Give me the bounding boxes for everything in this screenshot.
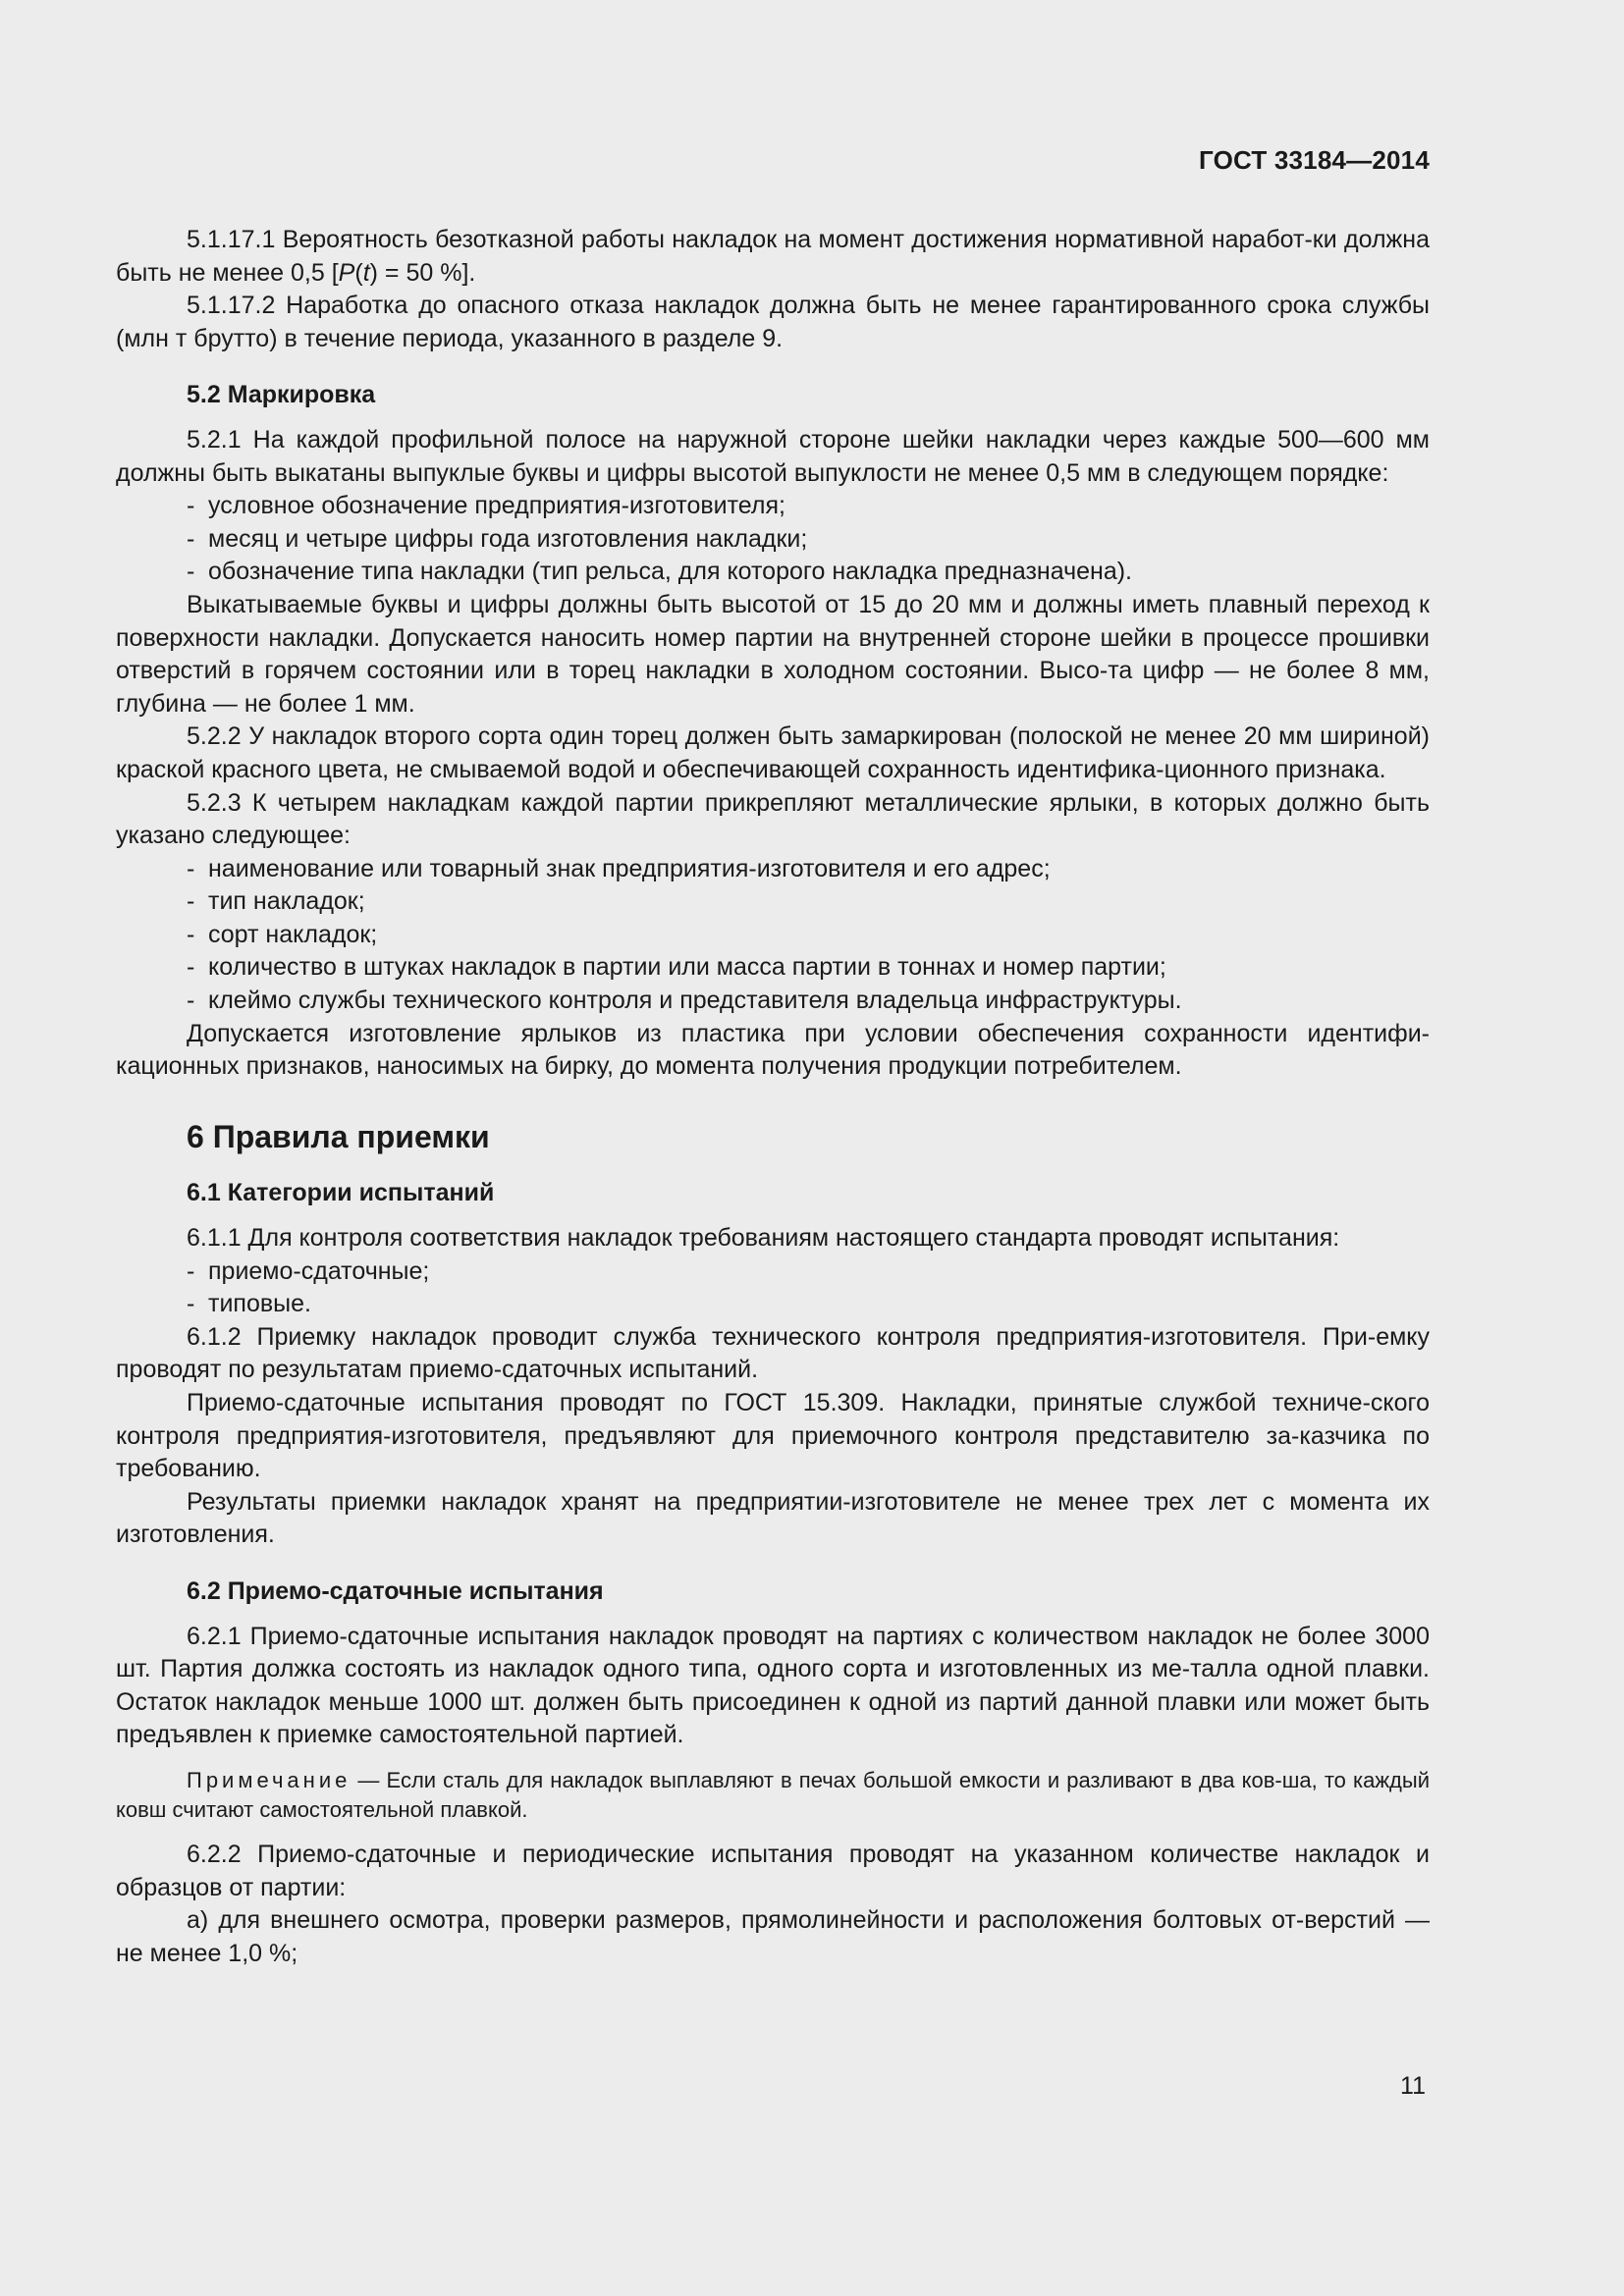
list-item: - условное обозначение предприятия-изготовителя; [187, 492, 785, 520]
formula-symbol-t: t [362, 258, 370, 287]
list-item: - типовые. [187, 1290, 311, 1318]
list-item: - наименование или товарный знак предприятия-изготовителя и его адрес; [187, 854, 1051, 882]
paragraph-5-1-17-1-text: 5.1.17.1 Вероятность безотказной работы накладок на момент достижения нормативной наработ-ки должна быть не менее 0,5 [ [116, 226, 1430, 287]
list-item-text: обозначение типа накладки (тип рельса, для которого накладка предназначена). [208, 558, 1133, 586]
section-heading-6-2: 6.2 Приемо-сдаточные испытания [187, 1576, 604, 1605]
list-item: - месяц и четыре цифры года изготовления накладки; [187, 524, 808, 553]
list-item: - сорт накладок; [187, 920, 378, 948]
paragraph-6-2-2-a: а) для внешнего осмотра, проверки размеров, прямолинейности и расположения болтовых от-верстий — не менее 1,0 %; [116, 1906, 1430, 1967]
formula-paren: ( [354, 258, 363, 287]
section-heading-5-2: 5.2 Маркировка [187, 381, 376, 409]
document-code-header: ГОСТ 33184—2014 [1199, 145, 1430, 175]
list-item: - количество в штуках накладок в партии или масса партии в тоннах и номер партии; [187, 953, 1166, 982]
formula-end: ) = 50 %]. [369, 258, 476, 287]
list-item-text: условное обозначение предприятия-изготовителя; [208, 492, 785, 520]
paragraph-5-2-1-b: Выкатываемые буквы и цифры должны быть высотой от 15 до 20 мм и должны иметь плавный переход к поверхности накладки. Допускается наносить номер партии на внутренней стороне шейки в процессе прошивки отверстий в горячем состоянии или в торец накладки в холодном состоянии. Высо-та цифр — не более 8 мм, глубина — не более 1 мм. [116, 590, 1430, 718]
paragraph-5-2-3: 5.2.3 К четырем накладкам каждой партии прикрепляют металлические ярлыки, в которых должно быть указано следующее: [116, 788, 1430, 850]
paragraph-6-2-1: 6.2.1 Приемо-сдаточные испытания накладок проводят на партиях с количеством накладок не более 3000 шт. Партия должка состоять из накладок одного типа, одного сорта и изготовленных из ме-талла одной плавки. Остаток накладок меньше 1000 шт. должен быть присоединен к одной из партий данной плавки или может быть предъявлен к приемке самостоятельной партией. [116, 1622, 1430, 1749]
paragraph-6-1-2-c: Результаты приемки накладок хранят на предприятии-изготовителе не менее трех лет с момента их изготовления. [116, 1487, 1430, 1549]
list-item-text: тип накладок; [208, 887, 365, 916]
paragraph-5-2-1: 5.2.1 На каждой профильной полосе на наружной стороне шейки накладки через каждые 500—600 мм должны быть выкатаны выпуклые буквы и цифры высотой выпуклости не менее 0,5 мм в следующем порядке: [116, 425, 1430, 487]
paragraph-6-2-2: 6.2.2 Приемо-сдаточные и периодические испытания проводят на указанном количестве накладок и образцов от партии: [116, 1840, 1430, 1901]
list-item-text: количество в штуках накладок в партии или масса партии в тоннах и номер партии; [208, 953, 1166, 982]
paragraph-6-1-2: 6.1.2 Приемку накладок проводит служба технического контроля предприятия-изготовителя. При-емку проводят по результатам приемо-сдаточных испытаний. [116, 1322, 1430, 1384]
paragraph-6-1-1: 6.1.1 Для контроля соответствия накладок требованиям настоящего стандарта проводят испытания: [187, 1224, 1340, 1253]
note-text: Если сталь для накладок выплавляют в печах большой емкости и разливают в два ков-ша, то каждый ковш считают самостоятельной плавкой. [116, 1767, 1430, 1822]
page-number: 11 [1400, 2072, 1426, 2100]
list-item-text: клеймо службы технического контроля и представителя владельца инфраструктуры. [208, 987, 1182, 1015]
section-heading-6-1: 6.1 Категории испытаний [187, 1179, 495, 1207]
list-item: - обозначение типа накладки (тип рельса, для которого накладка предназначена). [187, 558, 1133, 586]
chapter-heading-6: 6 Правила приемки [187, 1118, 490, 1154]
paragraph-5-2-2: 5.2.2 У накладок второго сорта один торец должен быть замаркирован (полоской не менее 20 мм шириной) краской красного цвета, не смываемой водой и обеспечивающей сохранность идентифика-ционного признака. [116, 722, 1430, 783]
list-item-text: типовые. [208, 1290, 311, 1318]
note-dash: — [351, 1767, 387, 1792]
paragraph-5-1-17-1 [116, 224, 1430, 290]
paragraph-5-1-17-2: 5.1.17.2 Наработка до опасного отказа накладок должна быть не менее гарантированного срока службы (млн т брутто) в течение периода, указанного в разделе 9. [116, 292, 1430, 352]
list-item: - тип накладок; [187, 887, 365, 916]
list-item: - клеймо службы технического контроля и представителя владельца инфраструктуры. [187, 987, 1182, 1015]
note [116, 1766, 1430, 1825]
list-item-text: месяц и четыре цифры года изготовления накладки; [208, 524, 808, 553]
list-item-text: приемо-сдаточные; [208, 1256, 430, 1285]
list-item-text: сорт накладок; [208, 920, 378, 948]
paragraph-6-1-2-b: Приемо-сдаточные испытания проводят по ГОСТ 15.309. Накладки, принятые службой техниче-ского контроля предприятия-изготовителя, предъявляют для приемочного контроля представителю за-казчика по требованию. [116, 1389, 1430, 1483]
list-item-text: наименование или товарный знак предприятия-изготовителя и его адрес; [208, 854, 1051, 882]
list-item: - приемо-сдаточные; [187, 1256, 430, 1285]
formula-symbol-p: P [338, 258, 355, 287]
paragraph-5-2-3-b: Допускается изготовление ярлыков из пластика при условии обеспечения сохранности идентифи-кационных признаков, наносимых на бирку, до момента получения продукции потребителем. [116, 1019, 1430, 1081]
document-body [116, 224, 1430, 1970]
note-label: Примечание [187, 1767, 352, 1792]
